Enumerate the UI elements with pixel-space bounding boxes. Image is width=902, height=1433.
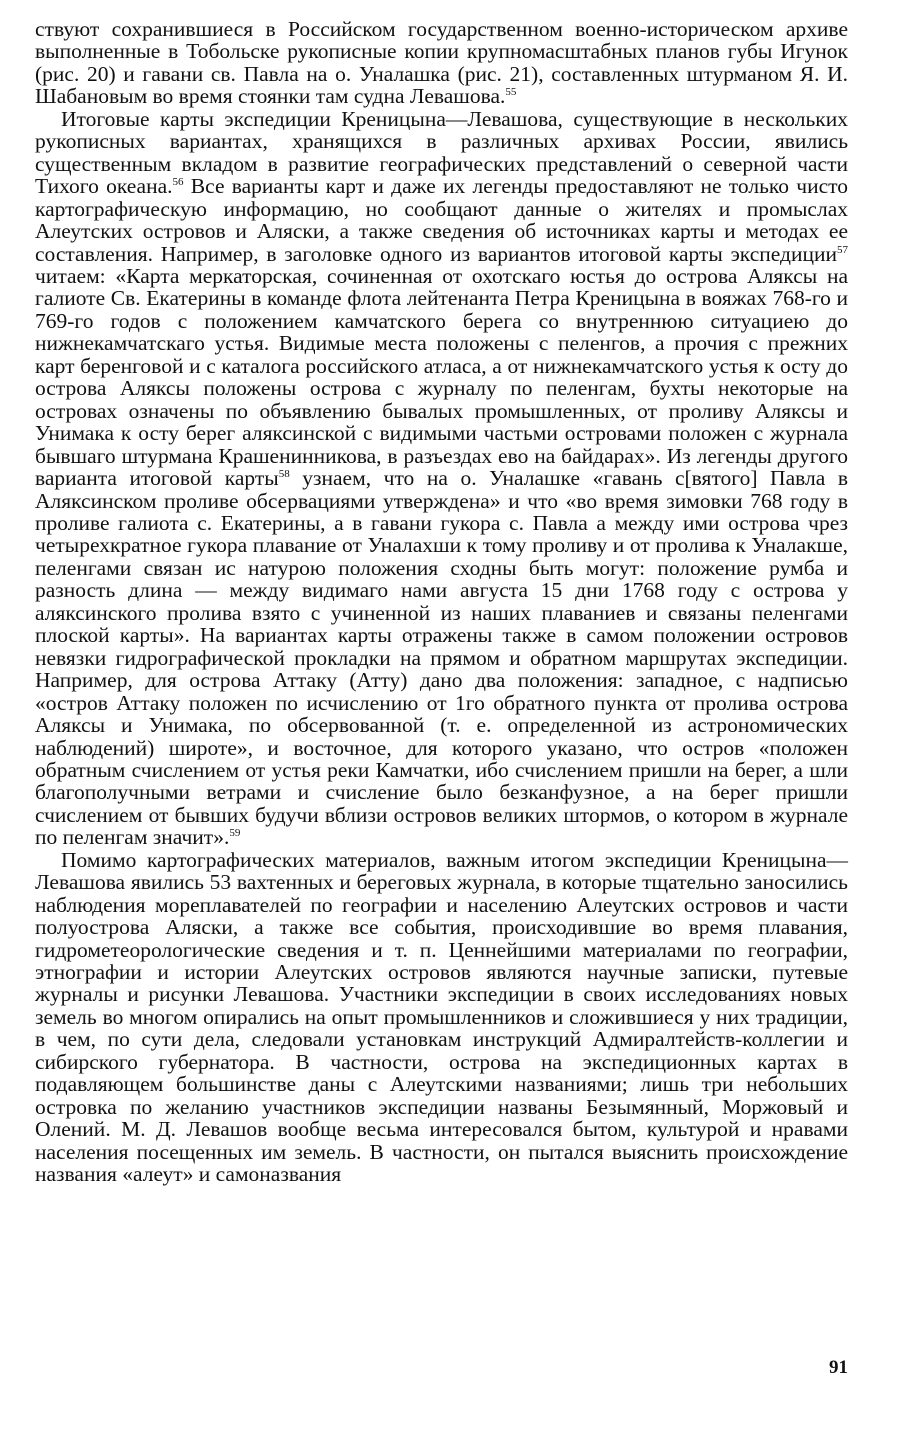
footnote-ref: 55 xyxy=(505,86,517,99)
text-run: читаем: «Карта меркаторская, сочиненная от охотскаго юстья до острова Аляксы на галиоте Св. Екатерины в команде флота лейтенанта Петра Креницына в вояжах 768-го и 769-го годов с положением камчатского берега со внутреннюю ситуациею до нижнекамчатскаго устья. Видимые места положены с пеленгов, а прочия с прежних карт беренговой и с каталога российского атласа, а от нижнекамчатского устья к осту до острова Аляксы положены острова с журналу по пеленгам, бухты некоторые на островах означены по объявлению бывалых промышленных, от проливу Аляксы и Унимака к осту берег аляксинской с видимыми частьми островами положен с журнала бывшаго штурмана Крашенинникова, в разъездах ево на байдарах». Из легенды другого варианта итоговой карты xyxy=(35,263,848,491)
footnote-ref: 59 xyxy=(229,827,241,840)
text-run: Помимо картографических материалов, важным итогом экспедиции Креницына—Левашова явились 53 вахтенных и береговых журнала, в которые тщательно заносились наблюдения мореплавателей по географии и населению Алеутских островов и части полуострова Аляски, а также все события, происходившие во время плавания, гидрометеорологические сведения и т. п. Ценнейшими материалами по географии, этнографии и истории Алеутских островов являются научные записки, путевые журналы и рисунки Левашова. Участники экспедиции в своих исследованиях новых земель во многом опирались на опыт промышленников и сложившиеся у них традиции, в чем, по сути дела, следовали установкам инструкций Адмиралтейств-коллегии и сибирского губернатора. В частности, острова на экспедиционных картах в подавляющем большинстве даны с Алеутскими названиями; лишь три небольших островка по желанию участников экспедиции названы Безымянный, Моржовый и Олений. М. Д. Левашов вообще весьма интересовался бытом, культурой и нравами населения посещенных им земель. В частности, он пытался выяснить происхождение названия «алеут» и самоназвания xyxy=(35,847,848,1187)
page-body xyxy=(35,18,848,1186)
text-run: Итоговые карты экспедиции Креницына—Левашова, существующие в нескольких рукописных вариантах, хранящихся в различных архивах России, явились существенным вкладом в развитие географических представлений о северной части Тихого океана. xyxy=(35,106,848,199)
paragraph-1 xyxy=(35,18,848,108)
footnote-ref: 56 xyxy=(172,176,184,189)
text-run: ствуют сохранившиеся в Российском государственном военно-историческом архиве выполненные в Тобольске рукописные копии крупномасштабных планов губы Игунок (рис. 20) и гавани св. Павла на о. Уналашка (рис. 21), составленных штурманом Я. И. Шабановым во время стоянки там судна Левашова. xyxy=(35,17,848,109)
footnote-ref: 57 xyxy=(837,243,848,256)
paragraph-3 xyxy=(35,849,848,1186)
page-number: 91 xyxy=(829,1357,848,1378)
text-run: узнаем, что на о. Уналашке «гавань с[вятого] Павла в Аляксинском проливе обсервациями утверждена» и что «во время зимовки 768 году в проливе галиота с. Екатерины, а в гавани гукора с. Павла а между ими острова чрез четырехкратное гукора плавание от Уналахши к тому проливу и от пролива к Уналакше, пеленгами связан ис натурою положения сходны быть могут: положение румба и разность длина — между видимаго нами августа 15 дни 1768 году с острова у аляксинского пролива взято с учиненной из наших плаваниев и связаны пеленгами плоской карты». На вариантах карты отражены также в самом положении островов невязки гидрографической прокладки на прямом и обратном маршрутах экспедиции. Например, для острова Аттаку (Атту) дано два положения: западное, с надписью «остров Аттаку положен по исчислению от 1го обратного пункта от пролива острова Аляксы и Унимака, по обсервованной (т. е. определенной из астрономических наблюдений) широте», и восточное, для которого указано, что остров «положен обратным счислением от устья реки Камчатки, ибо счислением пришли на берег, а шли благополучными ветрами и счисление было безканфузное, а на берег пришли счислением от бывших будучи вблизи островов великих штормов, о котором в журнале по пеленгам значит». xyxy=(35,466,848,850)
paragraph-2 xyxy=(35,108,848,849)
footnote-ref: 58 xyxy=(278,468,290,481)
text-run: Все варианты карт и даже их легенды предоставляют не только чисто картографическую информацию, но сообщают данные о жителях и промыслах Алеутских островов и Аляски, а также сведения об источниках карты и методах ее составления. Например, в заголовке одного из вариантов итоговой карты экспедиции xyxy=(35,174,849,266)
